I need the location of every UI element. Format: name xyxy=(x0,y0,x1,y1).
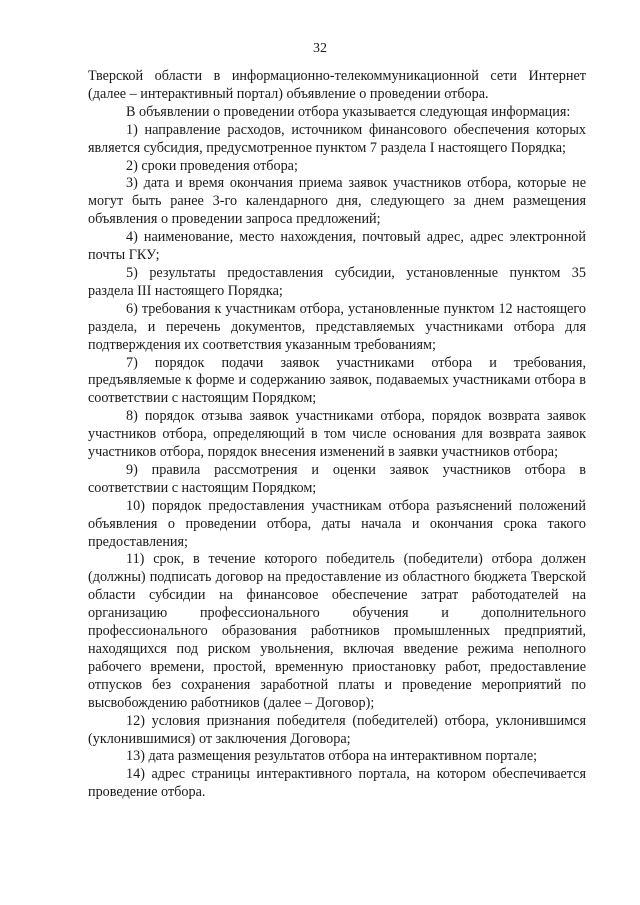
list-item-13: 13) дата размещения результатов отбора на интерактивном портале; xyxy=(126,748,538,765)
list-item-6: 6) требования к участникам отбора, установленные пунктом 12 настоящего раздела, и перечень документов, представляемых участниками отбора для подтверждения их соответствия указанным требованиям; xyxy=(88,300,586,353)
list-item-8: 8) порядок отзыва заявок участниками отбора, порядок возврата заявок участников отбора, определяющий в том числе основания для возврата заявок участников отбора, порядок внесения изменений в заявки участников отбора; xyxy=(88,408,586,461)
list-item-11: 11) срок, в течение которого победитель (победители) отбора должен (должны) подписать договор на предоставление из областного бюджета Тверской области субсидии на финансовое обеспечение затрат работодателей на организацию профессионального обучения и дополнительного профессионального образования работников промышленных предприятий, находящихся под риском увольнения, включая введение режима неполного рабочего времени, простой, временную приостановку работ, предоставление отпусков без сохранения заработной платы и проведение мероприятий по высвобождению работников (далее – Договор); xyxy=(88,551,586,711)
list-item-10: 10) порядок предоставления участникам отбора разъяснений положений объявления о проведении отбора, даты начала и окончания срока такого предоставления; xyxy=(88,497,586,550)
list-item-9: 9) правила рассмотрения и оценки заявок участников отбора в соответствии с настоящим Порядком; xyxy=(88,461,586,496)
list-item-2: 2) сроки проведения отбора; xyxy=(126,157,298,174)
document-body xyxy=(88,68,586,802)
paragraph-intro: В объявлении о проведении отбора указывается следующая информация: xyxy=(126,103,571,120)
list-item-12: 12) условия признания победителя (победителей) отбора, уклонившимся (уклонившимися) от заключения Договора; xyxy=(88,712,586,747)
list-item-7: 7) порядок подачи заявок участниками отбора и требования, предъявляемые к форме и содержанию заявок, подаваемых участниками отбора в соответствии с настоящим Порядком; xyxy=(88,354,586,407)
paragraph-continuation: Тверской области в информационно-телекоммуникационной сети Интернет (далее – интерактивный портал) объявление о проведении отбора. xyxy=(88,68,586,102)
list-item-3: 3) дата и время окончания приема заявок участников отбора, которые не могут быть ранее 3-го календарного дня, следующего за днем размещения объявления о проведении запроса предложений; xyxy=(88,175,586,228)
list-item-5: 5) результаты предоставления субсидии, установленные пунктом 35 раздела III настоящего Порядка; xyxy=(88,264,586,299)
page-number: 32 xyxy=(313,41,327,56)
list-item-1: 1) направление расходов, источником финансового обеспечения которых является субсидия, предусмотренное пунктом 7 раздела I настоящего Порядка; xyxy=(88,121,586,156)
list-item-4: 4) наименование, место нахождения, почтовый адрес, адрес электронной почты ГКУ; xyxy=(88,229,586,264)
list-item-14: 14) адрес страницы интерактивного портала, на котором обеспечивается проведение отбора. xyxy=(88,766,586,801)
